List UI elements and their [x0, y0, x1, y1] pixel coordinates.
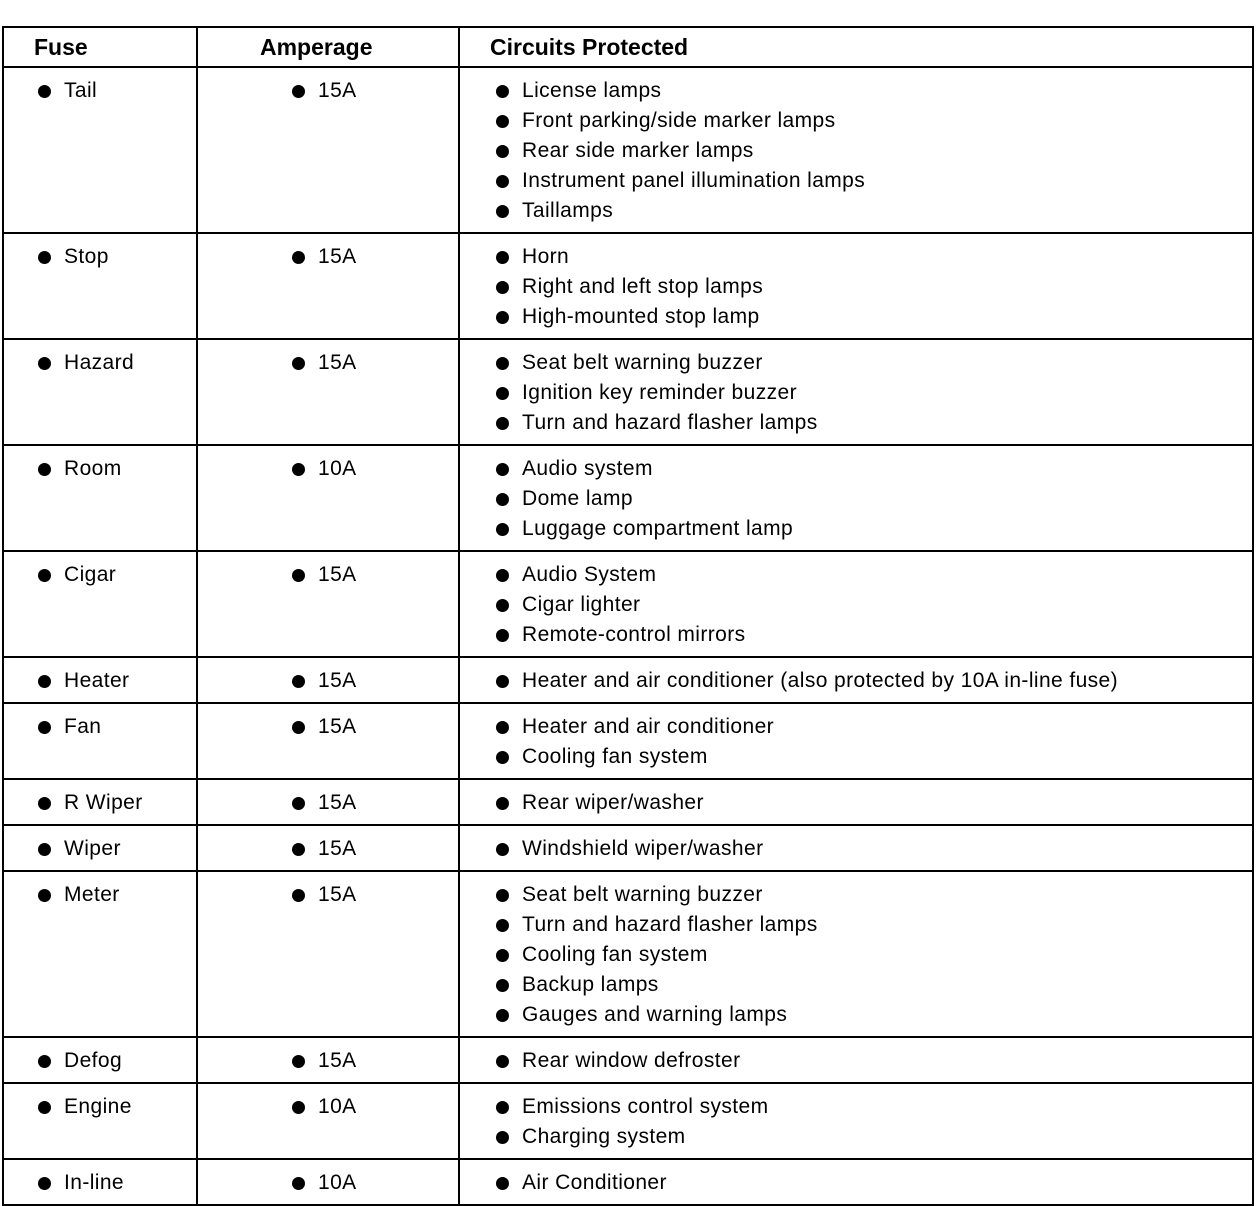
table-row [3, 779, 1253, 825]
bullet-icon [38, 251, 51, 264]
fuse-table [2, 26, 1254, 1206]
bullet-icon [496, 721, 509, 734]
bullet-icon [38, 463, 51, 476]
circuit-item-text: Remote-control mirrors [522, 623, 746, 646]
bullet-icon [496, 145, 509, 158]
fuse-name-cell-text: Cigar [64, 563, 117, 586]
circuit-item-text: Cooling fan system [522, 943, 708, 966]
circuit-item-text: Seat belt warning buzzer [522, 351, 763, 374]
fuse-name-cell [3, 871, 197, 1037]
amperage-cell [197, 67, 459, 233]
fuse-name-cell [3, 1083, 197, 1159]
circuit-item-text: Rear side marker lamps [522, 139, 754, 162]
fuse-name-cell [3, 779, 197, 825]
circuit-item [496, 408, 1252, 438]
circuits-cell [459, 825, 1253, 871]
circuits-cell [459, 1037, 1253, 1083]
circuit-item [496, 712, 1252, 742]
fuse-name-cell-text: Hazard [64, 351, 135, 374]
circuit-item [496, 454, 1252, 484]
circuit-item [496, 484, 1252, 514]
circuit-item [496, 834, 1252, 864]
table-row [3, 67, 1253, 233]
amperage-cell [197, 445, 459, 551]
bullet-icon [292, 463, 305, 476]
circuit-item [496, 1092, 1252, 1122]
circuit-item [496, 742, 1252, 772]
amperage-cell [197, 233, 459, 339]
bullet-icon [496, 175, 509, 188]
fuse-name-cell-text: In-line [64, 1171, 124, 1194]
circuit-item-text: Gauges and warning lamps [522, 1003, 788, 1026]
table-row [3, 551, 1253, 657]
table-row [3, 825, 1253, 871]
circuit-item [496, 970, 1252, 1000]
bullet-icon [496, 1009, 509, 1022]
circuit-item [496, 560, 1252, 590]
bullet-icon [38, 569, 51, 582]
bullet-icon [292, 721, 305, 734]
circuit-item [496, 620, 1252, 650]
bullet-icon [292, 797, 305, 810]
circuit-item-text: Ignition key reminder buzzer [522, 381, 797, 404]
circuit-item-text: Windshield wiper/washer [522, 837, 764, 860]
amperage-cell-text: 15A [318, 669, 357, 692]
amperage-cell-text: 15A [318, 837, 357, 860]
circuits-list [496, 788, 1252, 818]
circuits-cell [459, 67, 1253, 233]
amperage-cell [197, 1159, 459, 1205]
fuse-name-cell-text: Engine [64, 1095, 132, 1118]
bullet-icon [292, 843, 305, 856]
circuits-column-header: Circuits Protected [459, 27, 1253, 67]
bullet-icon [496, 115, 509, 128]
circuit-item [496, 106, 1252, 136]
bullet-icon [496, 889, 509, 902]
circuit-item-text: Charging system [522, 1125, 686, 1148]
circuits-cell [459, 339, 1253, 445]
fuse-name-cell [3, 445, 197, 551]
table-row [3, 657, 1253, 703]
fuse-name-cell [3, 1037, 197, 1083]
table-row [3, 1083, 1253, 1159]
amperage-cell [197, 703, 459, 779]
circuits-list [496, 880, 1252, 1030]
bullet-icon [496, 599, 509, 612]
circuits-list [496, 454, 1252, 544]
circuit-item [496, 196, 1252, 226]
circuit-item [496, 880, 1252, 910]
bullet-icon [38, 721, 51, 734]
circuit-item-text: High-mounted stop lamp [522, 305, 760, 328]
fuse-name-cell [3, 67, 197, 233]
circuit-item-text: Cigar lighter [522, 593, 641, 616]
fuse-name-cell [3, 551, 197, 657]
circuits-cell [459, 1159, 1253, 1205]
bullet-icon [496, 85, 509, 98]
circuits-list [496, 560, 1252, 650]
circuits-list [496, 1092, 1252, 1152]
circuit-item-text: Turn and hazard flasher lamps [522, 411, 818, 434]
circuit-item [496, 378, 1252, 408]
table-row [3, 871, 1253, 1037]
circuits-cell [459, 233, 1253, 339]
bullet-icon [496, 281, 509, 294]
bullet-icon [38, 1055, 51, 1068]
fuse-name-cell-text: Meter [64, 883, 120, 906]
circuit-item-text: Emissions control system [522, 1095, 769, 1118]
bullet-icon [496, 1177, 509, 1190]
circuits-cell [459, 551, 1253, 657]
bullet-icon [496, 493, 509, 506]
fuse-name-cell-text: Tail [64, 79, 98, 102]
circuit-item [496, 242, 1252, 272]
circuit-item [496, 76, 1252, 106]
bullet-icon [38, 357, 51, 370]
fuse-name-cell-text: Defog [64, 1049, 123, 1072]
bullet-icon [496, 1055, 509, 1068]
amperage-cell [197, 339, 459, 445]
bullet-icon [292, 889, 305, 902]
amperage-cell-text: 15A [318, 79, 357, 102]
bullet-icon [496, 629, 509, 642]
circuit-item [496, 302, 1252, 332]
circuit-item-text: License lamps [522, 79, 662, 102]
table-row [3, 1037, 1253, 1083]
bullet-icon [496, 463, 509, 476]
bullet-icon [292, 569, 305, 582]
amperage-cell-text: 15A [318, 715, 357, 738]
circuits-list [496, 1168, 1252, 1198]
table-row [3, 233, 1253, 339]
fuse-name-cell-text: Stop [64, 245, 109, 268]
circuits-cell [459, 445, 1253, 551]
circuits-cell [459, 779, 1253, 825]
bullet-icon [496, 417, 509, 430]
bullet-icon [496, 387, 509, 400]
amperage-cell-text: 15A [318, 351, 357, 374]
circuit-item [496, 348, 1252, 378]
bullet-icon [496, 1131, 509, 1144]
circuit-item-text: Rear wiper/washer [522, 791, 704, 814]
circuits-list [496, 242, 1252, 332]
amperage-cell-text: 15A [318, 245, 357, 268]
circuit-item [496, 1168, 1252, 1198]
circuits-list [496, 712, 1252, 772]
fuse-name-cell [3, 233, 197, 339]
circuit-item-text: Turn and hazard flasher lamps [522, 913, 818, 936]
table-row [3, 1159, 1253, 1205]
bullet-icon [38, 1177, 51, 1190]
circuits-list [496, 1046, 1252, 1076]
bullet-icon [496, 949, 509, 962]
circuits-list [496, 834, 1252, 864]
amperage-cell [197, 657, 459, 703]
fuse-name-cell-text: Wiper [64, 837, 121, 860]
circuit-item [496, 940, 1252, 970]
fuse-name-cell-text: R Wiper [64, 791, 143, 814]
bullet-icon [496, 311, 509, 324]
amperage-cell-text: 10A [318, 1171, 357, 1194]
bullet-icon [496, 569, 509, 582]
circuit-item [496, 136, 1252, 166]
fuse-name-cell-text: Heater [64, 669, 130, 692]
circuits-cell [459, 657, 1253, 703]
circuit-item-text: Horn [522, 245, 570, 268]
amperage-cell [197, 871, 459, 1037]
bullet-icon [292, 85, 305, 98]
fuse-name-cell [3, 339, 197, 445]
circuits-list [496, 76, 1252, 226]
table-row [3, 445, 1253, 551]
header-row [3, 27, 1253, 67]
bullet-icon [38, 843, 51, 856]
bullet-icon [496, 797, 509, 810]
bullet-icon [292, 675, 305, 688]
circuit-item-text: Rear window defroster [522, 1049, 741, 1072]
circuit-item [496, 788, 1252, 818]
amperage-cell-text: 10A [318, 1095, 357, 1118]
fuse-name-cell [3, 825, 197, 871]
amperage-cell-text: 15A [318, 1049, 357, 1072]
circuit-item [496, 166, 1252, 196]
circuit-item-text: Right and left stop lamps [522, 275, 764, 298]
circuit-item-text: Heater and air conditioner (also protected by 10A in-line fuse) [522, 669, 1119, 692]
bullet-icon [38, 675, 51, 688]
bullet-icon [292, 251, 305, 264]
amperage-cell-text: 10A [318, 457, 357, 480]
fuse-column-header: Fuse [3, 27, 197, 67]
fuse-name-cell [3, 657, 197, 703]
bullet-icon [292, 1177, 305, 1190]
circuit-item-text: Air Conditioner [522, 1171, 667, 1194]
fuse-name-cell-text: Fan [64, 715, 102, 738]
amperage-cell [197, 779, 459, 825]
circuit-item [496, 1046, 1252, 1076]
bullet-icon [496, 919, 509, 932]
fuse-name-cell [3, 703, 197, 779]
amperage-cell [197, 825, 459, 871]
bullet-icon [496, 523, 509, 536]
circuit-item-text: Seat belt warning buzzer [522, 883, 763, 906]
circuit-item-text: Taillamps [522, 199, 614, 222]
amperage-column-header: Amperage [197, 27, 459, 67]
amperage-cell [197, 1083, 459, 1159]
circuit-item-text: Audio system [522, 457, 653, 480]
circuit-item-text: Dome lamp [522, 487, 633, 510]
amperage-cell-text: 15A [318, 791, 357, 814]
bullet-icon [38, 1101, 51, 1114]
circuit-item [496, 910, 1252, 940]
table-body [3, 67, 1253, 1205]
circuits-list [496, 348, 1252, 438]
bullet-icon [38, 797, 51, 810]
table-row [3, 339, 1253, 445]
circuit-item-text: Luggage compartment lamp [522, 517, 794, 540]
circuit-item-text: Cooling fan system [522, 745, 708, 768]
amperage-cell [197, 1037, 459, 1083]
bullet-icon [496, 205, 509, 218]
bullet-icon [292, 1101, 305, 1114]
amperage-cell-text: 15A [318, 883, 357, 906]
bullet-icon [292, 357, 305, 370]
bullet-icon [38, 889, 51, 902]
circuits-list [496, 666, 1252, 696]
circuit-item-text: Heater and air conditioner [522, 715, 775, 738]
bullet-icon [496, 357, 509, 370]
circuits-cell [459, 871, 1253, 1037]
circuit-item [496, 272, 1252, 302]
circuit-item [496, 514, 1252, 544]
circuit-item [496, 1000, 1252, 1030]
circuits-cell [459, 1083, 1253, 1159]
amperage-cell [197, 551, 459, 657]
amperage-cell-text: 15A [318, 563, 357, 586]
fuse-name-cell-text: Room [64, 457, 122, 480]
bullet-icon [38, 85, 51, 98]
circuit-item-text: Instrument panel illumination lamps [522, 169, 866, 192]
circuits-cell [459, 703, 1253, 779]
table-row [3, 703, 1253, 779]
circuit-item-text: Audio System [522, 563, 657, 586]
bullet-icon [496, 675, 509, 688]
bullet-icon [292, 1055, 305, 1068]
bullet-icon [496, 751, 509, 764]
circuit-item [496, 590, 1252, 620]
bullet-icon [496, 1101, 509, 1114]
circuit-item-text: Backup lamps [522, 973, 659, 996]
fuse-name-cell [3, 1159, 197, 1205]
circuit-item [496, 666, 1252, 696]
bullet-icon [496, 251, 509, 264]
circuit-item [496, 1122, 1252, 1152]
bullet-icon [496, 979, 509, 992]
bullet-icon [496, 843, 509, 856]
circuit-item-text: Front parking/side marker lamps [522, 109, 836, 132]
